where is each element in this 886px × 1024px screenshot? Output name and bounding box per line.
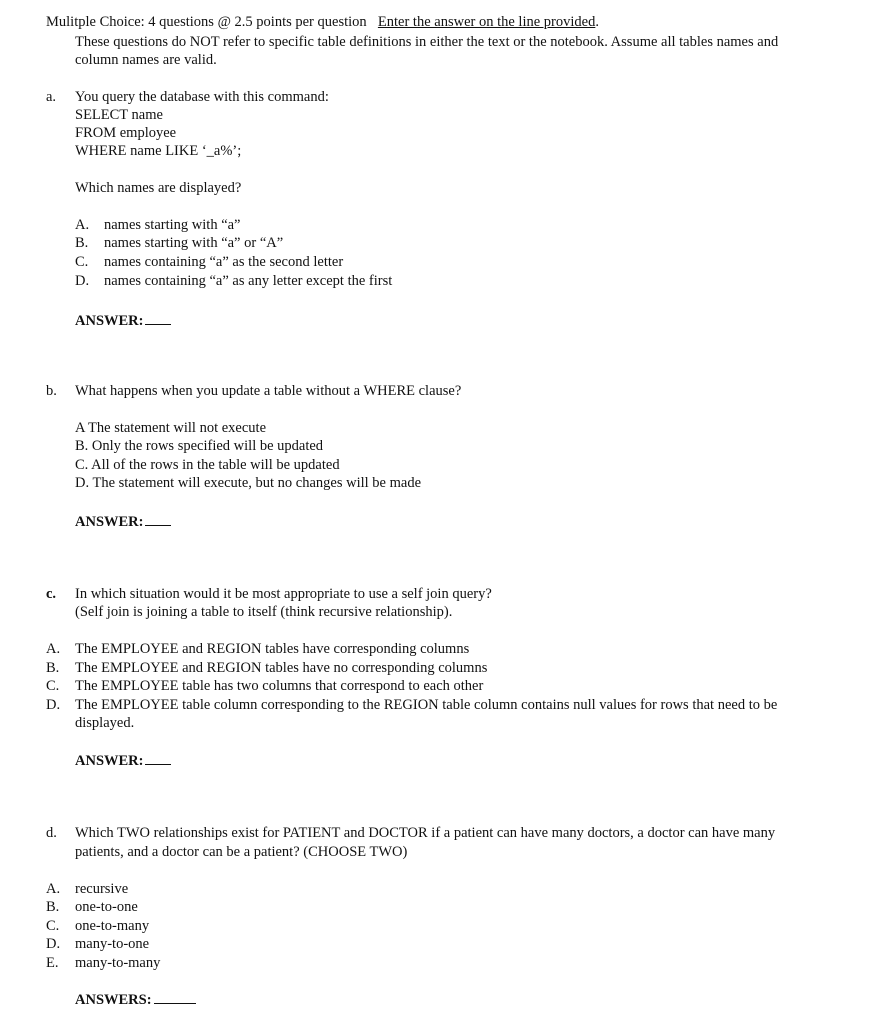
question-c-prompt-1: In which situation would it be most appropriate to use a self join query? — [75, 586, 492, 602]
question-c-option-c-text: The EMPLOYEE table has two columns that correspond to each other — [75, 678, 484, 694]
header-title: Mulitple Choice: 4 questions @ 2.5 points per question — [46, 14, 367, 30]
question-a-option-c-text: names containing “a” as the second letter — [104, 254, 344, 270]
question-c-option-b-letter: B. — [46, 660, 60, 676]
question-d-option-c-text: one-to-many — [75, 918, 150, 934]
question-a-option-a-text: names starting with “a” — [104, 217, 241, 233]
question-b-answer-line[interactable] — [145, 512, 171, 526]
question-a-prompt-1: You query the database with this command: — [75, 89, 329, 105]
question-d-prompt-1: Which TWO relationships exist for PATIENT and DOCTOR if a patient can have many doctors, a doctor can have many — [75, 825, 776, 841]
question-d-option-b-text: one-to-one — [75, 899, 138, 915]
question-c-answer-line[interactable] — [145, 751, 171, 765]
question-d-prompt-2: patients, and a doctor can be a patient? (CHOOSE TWO) — [75, 844, 408, 860]
question-c-option-d-text-cont: displayed. — [75, 715, 135, 731]
question-d-label: d. — [46, 825, 57, 841]
question-d-answer — [75, 990, 196, 1009]
question-c-option-d-letter: D. — [46, 697, 61, 713]
question-c-prompt-2: (Self join is joining a table to itself (think recursive relationship). — [75, 604, 453, 620]
header-note-line2: column names are valid. — [75, 52, 217, 68]
question-c-answer — [75, 751, 171, 770]
question-a-answer-line[interactable] — [145, 311, 171, 325]
question-d-option-e-letter: E. — [46, 955, 59, 971]
question-a-option-b-text: names starting with “a” or “A” — [104, 235, 284, 251]
header-instruction-end: . — [595, 14, 599, 30]
question-b-answer — [75, 512, 171, 531]
question-b-option-c: C. All of the rows in the table will be updated — [75, 457, 340, 473]
question-c-option-d-text: The EMPLOYEE table column corresponding to the REGION table column contains null values for rows that need to be — [75, 697, 778, 713]
header-title-line — [46, 13, 599, 31]
question-c-option-b-text: The EMPLOYEE and REGION tables have no corresponding columns — [75, 660, 488, 676]
question-b-prompt-1: What happens when you update a table without a WHERE clause? — [75, 383, 462, 399]
question-d-option-a-letter: A. — [46, 881, 61, 897]
question-a-prompt-4: WHERE name LIKE ‘_a%’; — [75, 143, 242, 159]
question-d-option-b-letter: B. — [46, 899, 60, 915]
question-d-answer-label: ANSWERS: — [75, 992, 152, 1008]
question-d-answer-line[interactable] — [154, 990, 196, 1004]
question-a-question: Which names are displayed? — [75, 180, 242, 196]
question-a-answer-label: ANSWER: — [75, 313, 144, 329]
question-a-option-c-letter: C. — [75, 254, 89, 270]
question-b-answer-label: ANSWER: — [75, 514, 144, 530]
question-b-option-a: A The statement will not execute — [75, 420, 266, 436]
question-c-option-a-text: The EMPLOYEE and REGION tables have corresponding columns — [75, 641, 470, 657]
question-a-option-b-letter: B. — [75, 235, 89, 251]
question-a-prompt-3: FROM employee — [75, 125, 177, 141]
header-instruction: Enter the answer on the line provided — [377, 14, 596, 30]
question-d-option-c-letter: C. — [46, 918, 60, 934]
question-b-label: b. — [46, 383, 57, 399]
question-c-option-a-letter: A. — [46, 641, 61, 657]
question-b-option-d: D. The statement will execute, but no changes will be made — [75, 475, 422, 491]
question-b-option-b: B. Only the rows specified will be updated — [75, 438, 324, 454]
question-d-option-a-text: recursive — [75, 881, 129, 897]
question-d-option-d-text: many-to-one — [75, 936, 150, 952]
header-note-line1: These questions do NOT refer to specific table definitions in either the text or the notebook. Assume all tables names and — [75, 34, 779, 50]
question-c-label: c. — [46, 586, 57, 602]
question-a-prompt-2: SELECT name — [75, 107, 163, 123]
question-a-option-d-text: names containing “a” as any letter except the first — [104, 273, 393, 289]
question-c-option-c-letter: C. — [46, 678, 60, 694]
question-a-answer — [75, 311, 171, 330]
question-a-label: a. — [46, 89, 57, 105]
question-d-option-d-letter: D. — [46, 936, 61, 952]
question-d-option-e-text: many-to-many — [75, 955, 161, 971]
question-a-option-d-letter: D. — [75, 273, 90, 289]
question-a-option-a-letter: A. — [75, 217, 90, 233]
question-c-answer-label: ANSWER: — [75, 753, 144, 769]
